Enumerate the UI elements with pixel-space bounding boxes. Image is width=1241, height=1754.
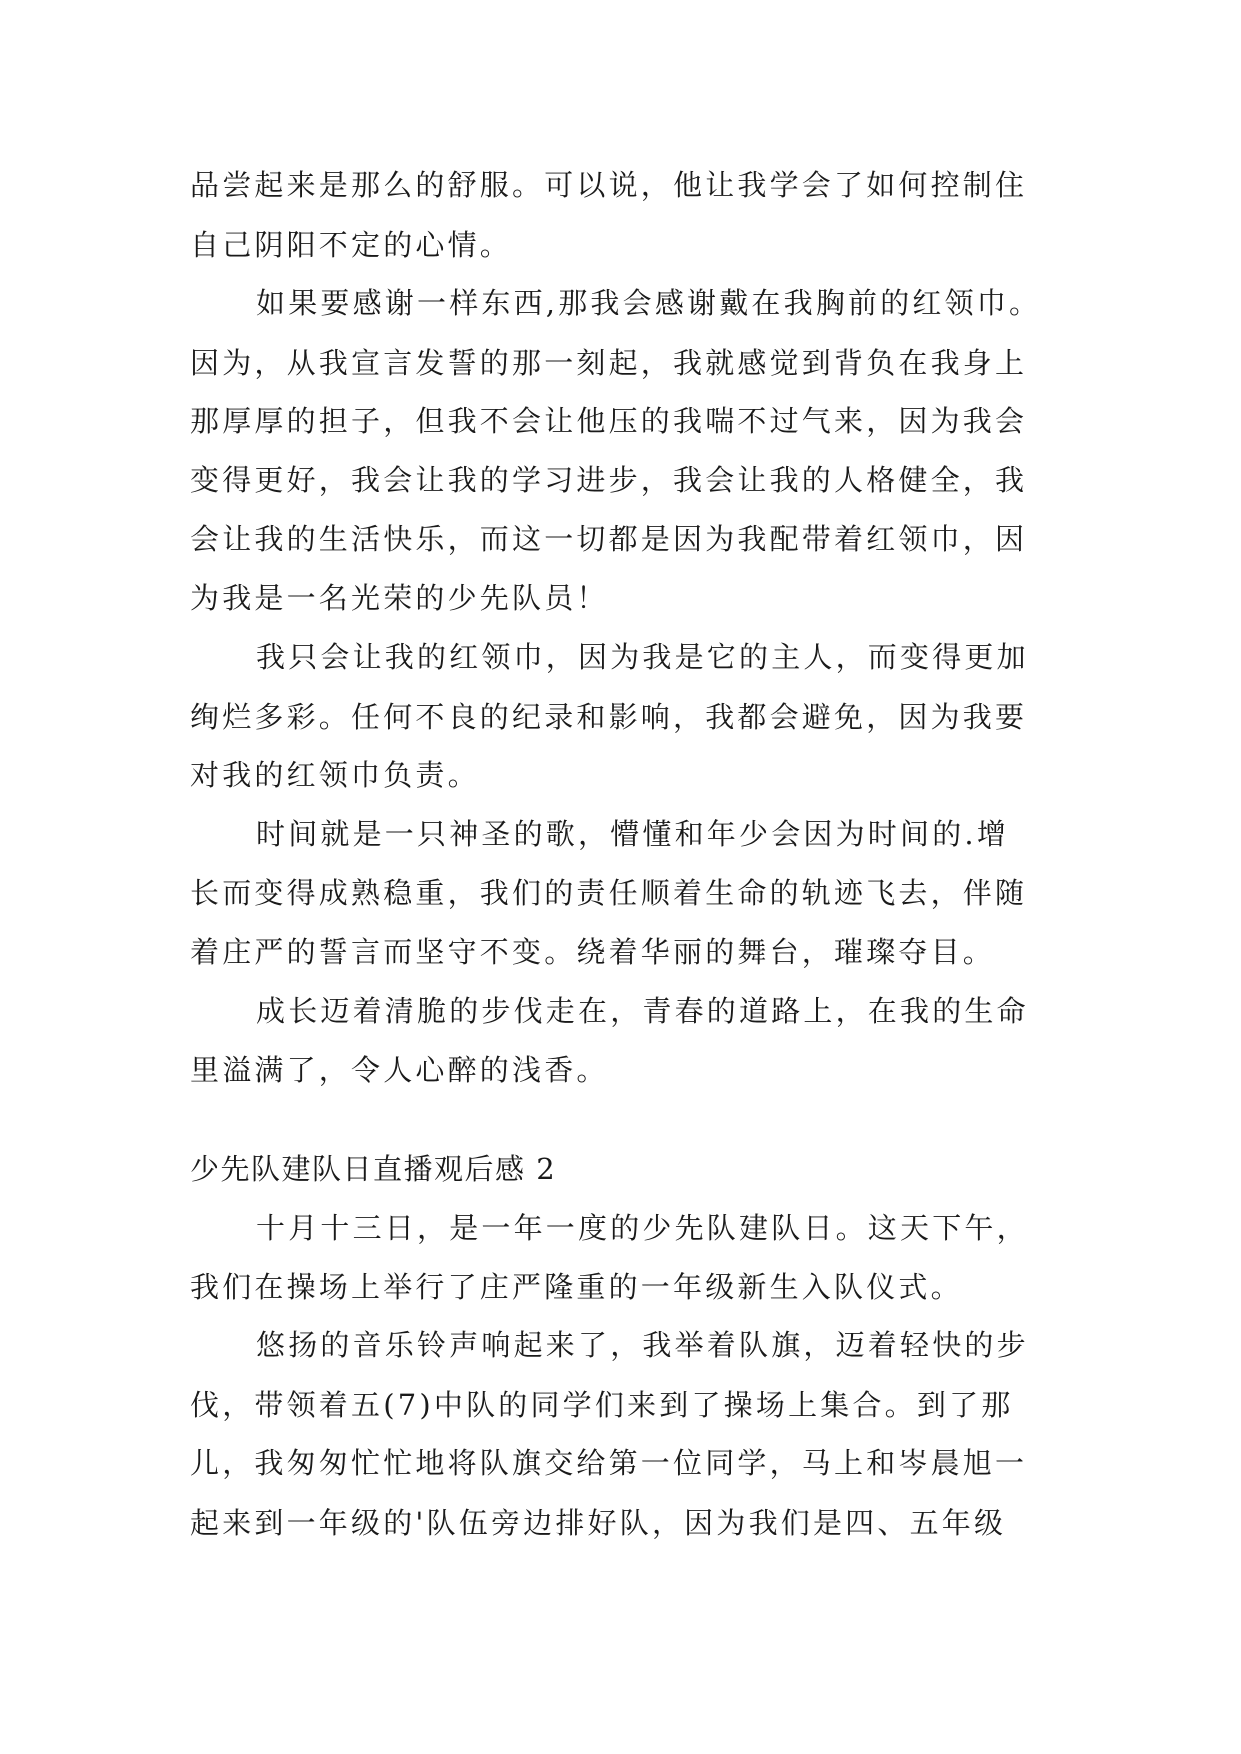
paragraph-line: 成长迈着清脆的步伐走在，青春的道路上，在我的生命 [256, 994, 1029, 1028]
paragraph-line: 着庄严的誓言而坚守不变。绕着华丽的舞台，璀璨夺目。 [190, 935, 996, 969]
paragraph-line: 里溢满了，令人心醉的浅香。 [190, 1053, 609, 1087]
paragraph-line: 绚烂多彩。任何不良的纪录和影响，我都会避免，因为我要 [190, 700, 1028, 734]
section-title: 少先队建队日直播观后感 2 [190, 1152, 557, 1186]
paragraph-line: 会让我的生活快乐，而这一切都是因为我配带着红领巾，因 [190, 522, 1028, 556]
paragraph-line: 变得更好，我会让我的学习进步，我会让我的人格健全，我 [190, 463, 1028, 497]
paragraph-line: 起来到一年级的'队伍旁边排好队，因为我们是四、五年级 [190, 1506, 1007, 1540]
paragraph-line: 对我的红领巾负责。 [190, 758, 480, 792]
paragraph-line: 那厚厚的担子，但我不会让他压的我喘不过气来，因为我会 [190, 404, 1028, 438]
paragraph-line: 为我是一名光荣的少先队员！ [190, 581, 609, 615]
paragraph-line: 因为，从我宣言发誓的那一刻起，我就感觉到背负在我身上 [190, 346, 1028, 380]
paragraph-line: 十月十三日，是一年一度的少先队建队日。这天下午， [256, 1211, 1029, 1245]
paragraph-line: 品尝起来是那么的舒服。可以说，他让我学会了如何控制住 [190, 168, 1028, 202]
paragraph-line: 我只会让我的红领巾，因为我是它的主人，而变得更加 [256, 640, 1029, 674]
paragraph-line: 我们在操场上举行了庄严隆重的一年级新生入队仪式。 [190, 1270, 963, 1304]
paragraph-line: 如果要感谢一样东西,那我会感谢戴在我胸前的红领巾。 [256, 286, 1042, 320]
paragraph-line: 时间就是一只神圣的歌，懵懂和年少会因为时间的.增 [256, 817, 1010, 851]
paragraph-line: 长而变得成熟稳重，我们的责任顺着生命的轨迹飞去，伴随 [190, 876, 1028, 910]
paragraph-line: 伐，带领着五(7)中队的同学们来到了操场上集合。到了那 [190, 1388, 1014, 1422]
paragraph-line: 儿，我匆匆忙忙地将队旗交给第一位同学，马上和岑晨旭一 [190, 1446, 1028, 1480]
paragraph-line: 自己阴阳不定的心情。 [190, 228, 513, 262]
paragraph-line: 悠扬的音乐铃声响起来了，我举着队旗，迈着轻快的步 [256, 1328, 1029, 1362]
